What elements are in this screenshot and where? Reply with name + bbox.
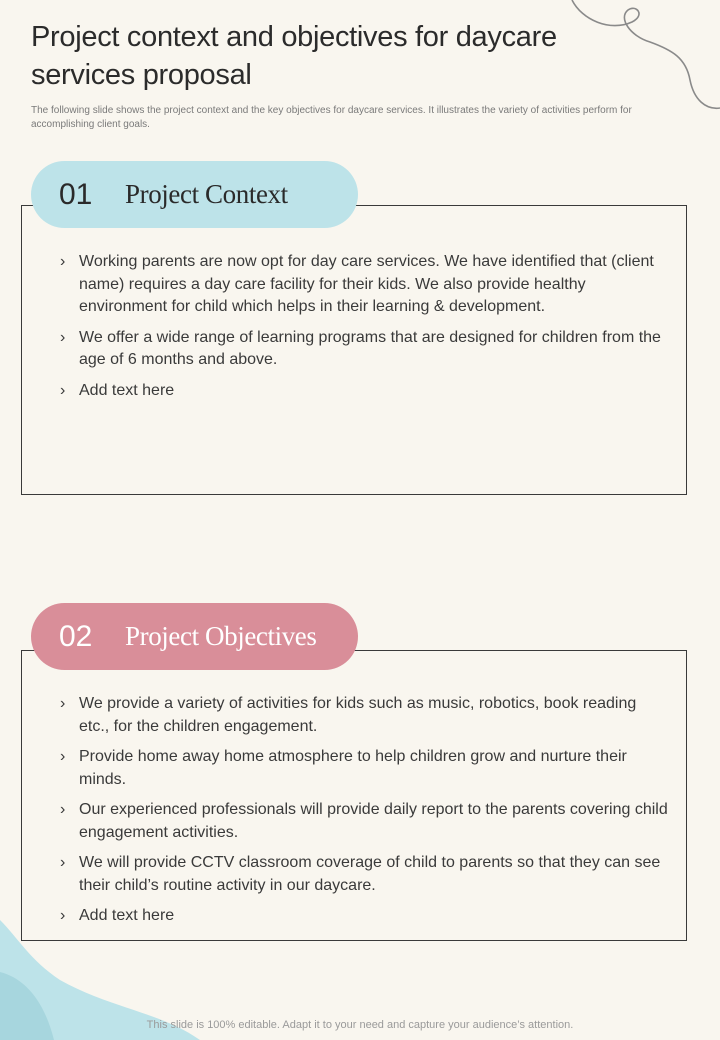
context-bullet-list <box>60 251 670 410</box>
chevron-right-icon: › <box>60 253 66 270</box>
chevron-right-icon: › <box>60 381 66 399</box>
section-header-objectives <box>31 603 358 670</box>
chevron-right-icon: › <box>60 854 66 871</box>
chevron-right-icon: › <box>60 748 66 765</box>
objectives-bullet-list <box>60 693 670 936</box>
list-item: › Add text here <box>60 380 670 403</box>
chevron-right-icon: › <box>60 328 66 346</box>
list-item: › We provide a variety of activities for kids such as music, robotics, book reading etc., for the children engagement. <box>60 695 637 735</box>
list-item: › Our experienced professionals will provide daily report to the parents covering child engagement activities. <box>60 801 668 841</box>
list-item: › Working parents are now opt for day care services. We have identified that (client name) requires a day care facility for their kids. We also provide healthy environment for child which helps in their learning & development. <box>60 253 654 315</box>
list-item: › Provide home away home atmosphere to help children grow and nurture their minds. <box>60 748 627 788</box>
chevron-right-icon: › <box>60 801 66 818</box>
section-number: 02 <box>59 619 93 653</box>
section-heading: Project Objectives <box>125 621 317 651</box>
list-item: › We offer a wide range of learning programs that are designed for children from the age of 6 months and above. <box>60 328 661 368</box>
list-item: › Add text here <box>60 905 670 928</box>
list-item: › We will provide CCTV classroom coverage of child to parents so that they can see their child’s routine activity in our daycare. <box>60 854 661 894</box>
chevron-right-icon: › <box>60 907 66 924</box>
section-header-context <box>31 161 358 228</box>
footer-note: This slide is 100% editable. Adapt it to your need and capture your audience’s attention. <box>146 1019 574 1031</box>
section-heading: Project Context <box>125 179 288 209</box>
section-number: 01 <box>59 177 93 211</box>
page-title: Project context and objectives for daycare services proposal <box>31 21 557 91</box>
chevron-right-icon: › <box>60 695 66 712</box>
page-subtitle: The following slide shows the project context and the key objectives for daycare services. It illustrates the variety of activities perform for accomplishing client goals. <box>31 105 632 130</box>
